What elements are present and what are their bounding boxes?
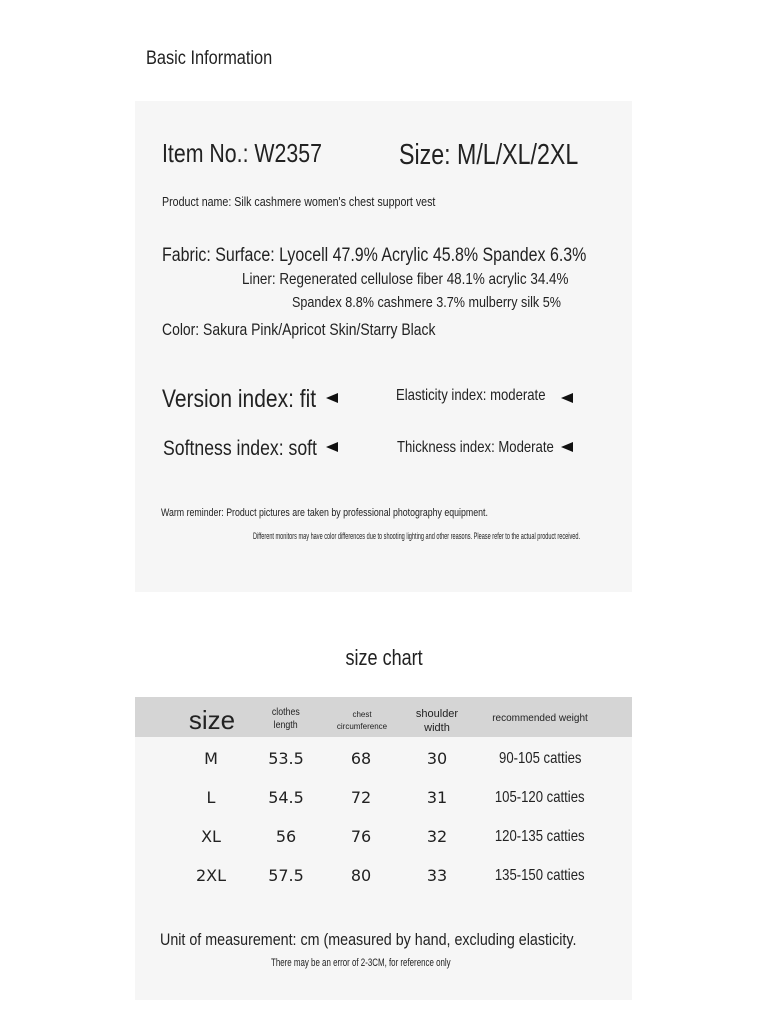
cell-shoulder: 32 (426, 827, 448, 846)
size-list: Size: M/L/XL/2XL (399, 139, 579, 171)
cell-size: 2XL (195, 866, 227, 885)
cell-length: 56 (275, 827, 297, 846)
warm-reminder: Warm reminder: Product pictures are taken by professional photography equipment. (161, 507, 488, 519)
product-name: Product name: Silk cashmere women's chest support vest (162, 194, 436, 209)
unit-note: Unit of measurement: cm (measured by hand, excluding elasticity. (160, 930, 577, 949)
left-triangle-icon (561, 393, 573, 403)
monitor-disclaimer: Different monitors may have color differences due to shooting lighting and other reasons. Please refer to the actual product received. (253, 531, 581, 541)
softness-index: Softness index: soft (163, 437, 317, 460)
cell-length: 53.5 (268, 749, 304, 768)
cell-length: 54.5 (268, 788, 304, 807)
cell-size: L (206, 788, 216, 807)
fabric-liner: Liner: Regenerated cellulose fiber 48.1% acrylic 34.4% (242, 271, 569, 288)
cell-length: 57.5 (268, 866, 304, 885)
size-chart-panel (135, 697, 632, 1000)
thickness-index: Thickness index: Moderate (397, 439, 554, 456)
header-size: size (188, 705, 236, 735)
header-recommended-weight: recommended weight (492, 713, 588, 724)
cell-weight: 105-120 catties (495, 789, 585, 806)
header-clothes-length: clothes length (272, 707, 300, 731)
header-chest-circumference: chest circumference (336, 710, 388, 731)
cell-shoulder: 31 (426, 788, 448, 807)
color-options: Color: Sakura Pink/Apricot Skin/Starry Black (162, 320, 436, 339)
section-title: Basic Information (146, 48, 273, 69)
cell-chest: 68 (350, 749, 372, 768)
left-triangle-icon (326, 442, 338, 452)
cell-weight: 135-150 catties (495, 867, 585, 884)
left-triangle-icon (326, 393, 338, 403)
cell-weight: 90-105 catties (498, 750, 582, 767)
cell-size: M (204, 749, 218, 768)
version-index: Version index: fit (162, 385, 317, 413)
header-shoulder-width: shoulder width (415, 708, 459, 734)
elasticity-index: Elasticity index: moderate (396, 387, 546, 404)
cell-shoulder: 33 (426, 866, 448, 885)
cell-chest: 80 (350, 866, 372, 885)
error-note: There may be an error of 2-3CM, for reference only (271, 957, 451, 969)
cell-shoulder: 30 (426, 749, 448, 768)
item-number: Item No.: W2357 (162, 138, 322, 168)
cell-chest: 76 (350, 827, 372, 846)
cell-chest: 72 (350, 788, 372, 807)
cell-size: XL (201, 827, 221, 846)
left-triangle-icon (561, 442, 573, 452)
cell-weight: 120-135 catties (495, 828, 585, 845)
fabric-liner-continued: Spandex 8.8% cashmere 3.7% mulberry silk 5% (292, 294, 561, 311)
fabric-surface: Fabric: Surface: Lyocell 47.9% Acrylic 45.8% Spandex 6.3% (162, 245, 587, 266)
size-chart-title: size chart (345, 645, 423, 670)
